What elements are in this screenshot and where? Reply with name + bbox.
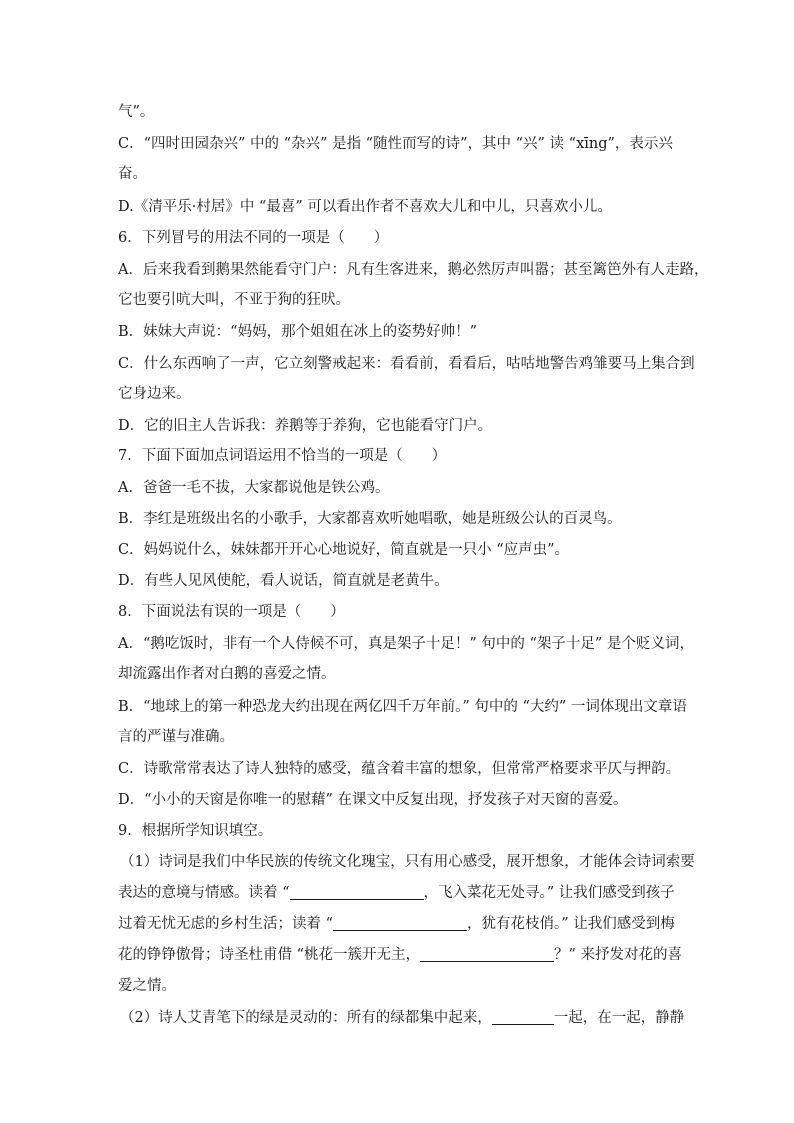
text-line: 却流露出作者对白鹅的喜爱之情。: [118, 666, 336, 682]
fill-blank[interactable]: [290, 885, 424, 900]
text-line: 气”。: [118, 104, 155, 120]
text-line: 它也要引吭大叫，不亚于狗的狂吠。: [118, 292, 350, 308]
text-line: 言的严谨与准确。: [118, 729, 234, 745]
text-segment: 一起，在一起，静静: [553, 1010, 685, 1026]
option-a: A．“鹅吃饭时，非有一个人侍候不可，真是架子十足！” 句中的 “架子十足” 是个贬义词，: [118, 636, 694, 652]
text-line: 奋。: [118, 166, 147, 182]
text-line: （1）诗词是我们中华民族的传统文化瑰宝，只有用心感受，展开想象，才能体会诗词索要: [120, 854, 695, 870]
question-9: 9．根据所学知识填空。: [118, 823, 273, 839]
question-6: 6．下列冒号的用法不同的一项是（ ）: [118, 230, 389, 246]
question-8: 8．下面说法有误的一项是（ ）: [118, 604, 345, 620]
text-segment: ？” 来抒发对花的喜: [554, 947, 683, 963]
option-d: D．有些人见风使舵，看人说话，简直就是老黄牛。: [118, 573, 449, 589]
text-line: C．“四时田园杂兴” 中的 “杂兴” 是指 “随性而写的诗”，其中 “兴” 读 “xīng”，表示兴: [118, 136, 673, 152]
text-segment: （2）诗人艾青笔下的绿是灵动的：所有的绿都集中起来，: [120, 1010, 492, 1026]
option-d: D．“小小的天窗是你唯一的慰藉” 在课文中反复出现，抒发孩子对天窗的喜爱。: [118, 792, 628, 808]
option-b: B．李红是班级出名的小歌手，大家都喜欢听她唱歌，她是班级公认的百灵鸟。: [118, 511, 622, 527]
fill-blank[interactable]: [333, 916, 467, 931]
text-segment: 表达的意境与情感。读着 “: [118, 885, 290, 901]
option-c: C．什么东西响了一声，它立刻警戒起来：看看前，看看后，咕咕地警告鸡雏要马上集合到: [118, 356, 695, 372]
option-b: B．妹妹大声说：“妈妈，那个姐姐在冰上的姿势好帅！”: [118, 324, 477, 340]
option-d: D．它的旧主人告诉我：养鹅等于养狗，它也能看守门户。: [118, 418, 493, 434]
text-line: [118, 914, 675, 934]
fill-blank[interactable]: [420, 947, 554, 962]
option-c: C．妈妈说什么，妹妹都开开心心地说好，简直就是一只小 “应声虫”。: [118, 542, 570, 558]
text-segment: ，犹有花枝俏。” 让我们感受到梅: [467, 916, 675, 932]
text-segment: 过着无忧无虑的乡村生活；读着 “: [118, 916, 334, 932]
text-line: [118, 945, 682, 965]
text-line: 爱之情。: [118, 978, 176, 994]
question-7: 7．下面下面加点词语运用不恰当的一项是（ ）: [118, 448, 447, 464]
option-a: A．后来我看到鹅果然能看守门户：凡有生客进来，鹅必然厉声叫嚣；甚至篱笆外有人走路，: [118, 262, 709, 278]
fill-blank[interactable]: [492, 1010, 554, 1025]
text-line: [120, 1008, 684, 1028]
option-a: A．爸爸一毛不拔，大家都说他是铁公鸡。: [118, 480, 390, 496]
text-segment: ，飞入菜花无处寻。” 让我们感受到孩子: [423, 885, 675, 901]
option-b: B．“地球上的第一种恐龙大约出现在两亿四千万年前。” 句中的 “大约” 一词体现出文章语: [118, 699, 687, 715]
option-c: C．诗歌常常表达了诗人独特的感受，蕴含着丰富的想象，但常常严格要求平仄与押韵。: [118, 761, 681, 777]
text-line: D.《清平乐·村居》中 “最喜” 可以看出作者不喜欢大儿和中儿，只喜欢小儿。: [118, 199, 612, 215]
text-line: 它身边来。: [118, 386, 191, 402]
text-line: [118, 883, 675, 903]
text-segment: 花的铮铮傲骨；诗圣杜甫借 “桃花一簇开无主，: [118, 947, 421, 963]
